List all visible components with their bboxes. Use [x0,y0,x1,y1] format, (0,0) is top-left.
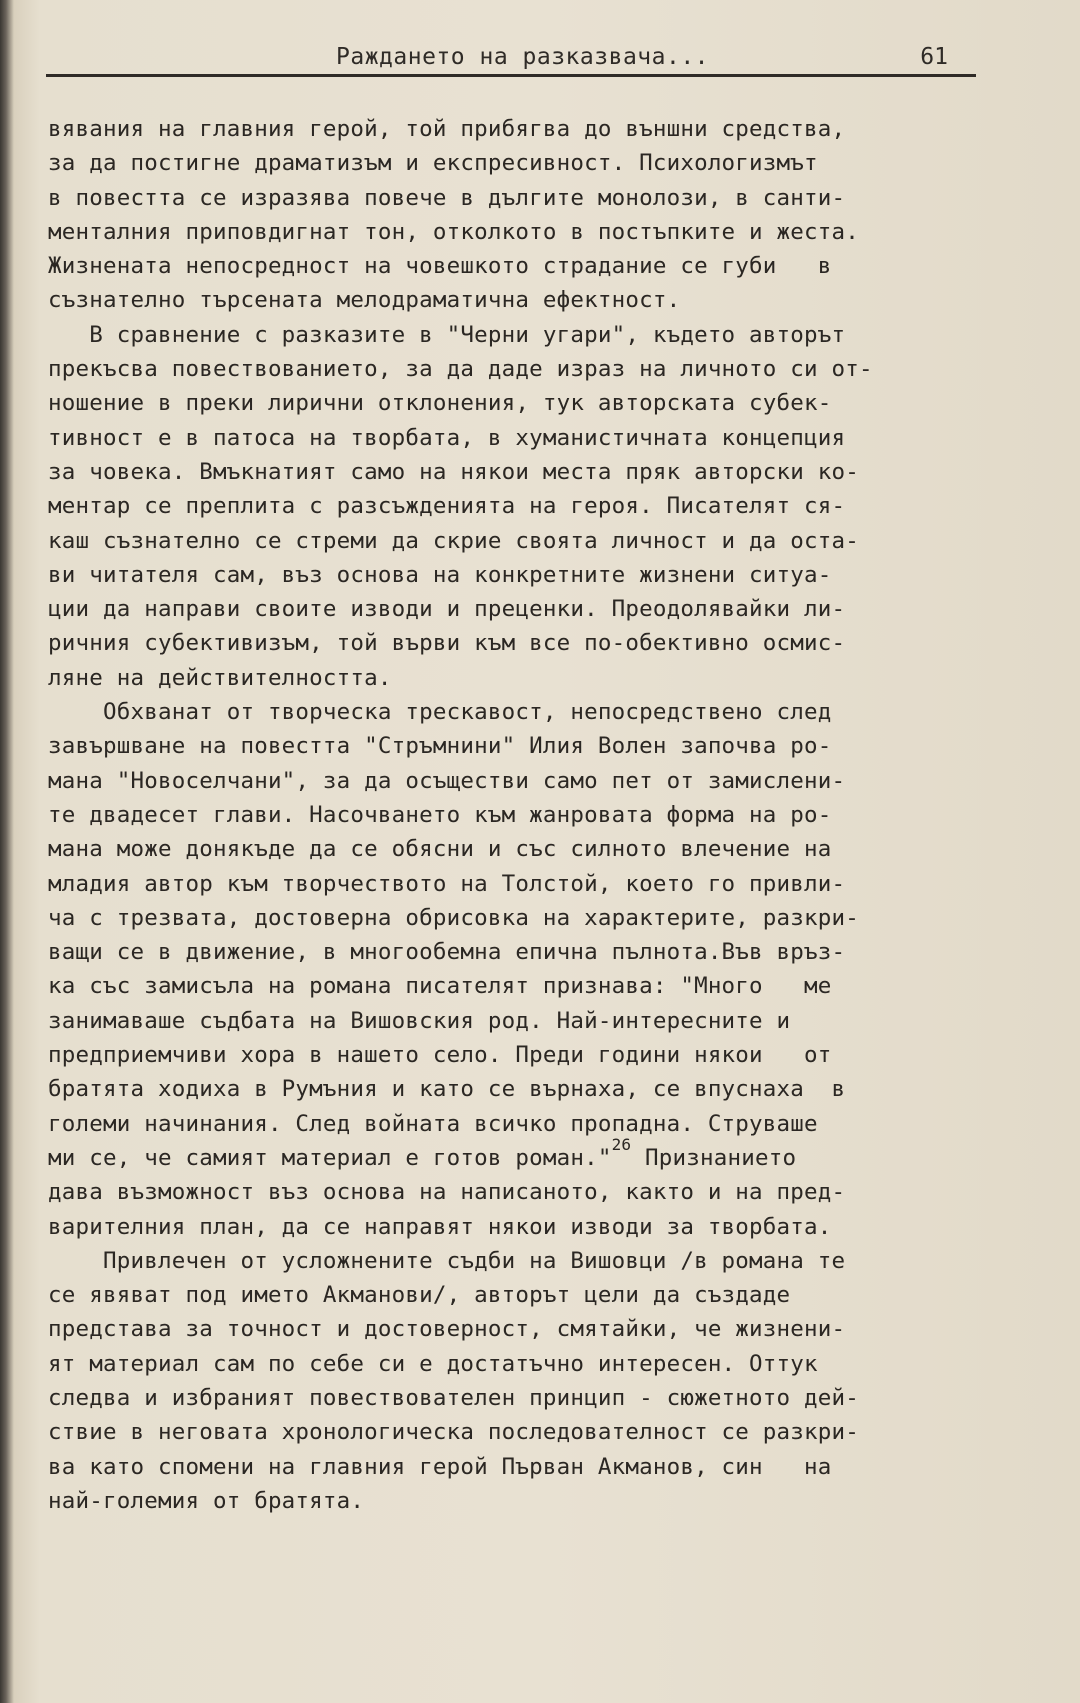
text-line-start: ми се, че самият материал е готов роман." [48,1144,612,1171]
text-line: те двадесет глави. Насочването към жанровата форма на ро- [48,801,832,828]
text-line: ции да направи своите изводи и преценки. Преодолявайки ли- [48,596,846,623]
text-line: ствие в неговата хронологическа последователност се разкри- [48,1419,860,1446]
text-line: дава възможност въз основа на написаното, както и на пред- [48,1179,846,1206]
text-line: Привлечен от усложнените съдби на Вишовци /в романа те [48,1247,846,1274]
running-title: Раждането на разказвача... [336,44,710,70]
text-line: ка със замисъла на романа писателят признава: "Много ме [48,973,832,1000]
text-line: варителния план, да се направят някои изводи за творбата. [48,1213,832,1240]
text-line: менталния приповдигнат тон, отколкото в постъпките и жеста. [48,218,860,245]
text-line: ви читателя сам, въз основа на конкретните жизнени ситуа- [48,561,832,588]
text-line: се явяват под името Акманови/, авторът цели да създаде [48,1282,791,1309]
text-line: каш съзнателно се стреми да скрие своята личност и да оста- [48,527,860,554]
text-line: Жизнената непосредност на човешкото страдание се губи в [48,253,832,280]
header-rule [46,74,976,77]
page-header [46,44,976,78]
text-line: за да постигне драматизъм и експресивност. Психологизмът [48,150,818,177]
text-line: ляне на действителността. [48,664,392,691]
text-line: занимаваше съдбата на Вишовския род. Най-интересните и [48,1007,791,1034]
text-line: предприемчиви хора в нашето село. Преди години някои от [48,1042,832,1069]
text-line: младия автор към творчеството на Толстой, което го привли- [48,870,846,897]
text-line: ва като спомени на главния герой Първан Акманов, син на [48,1453,832,1480]
text-line: за човека. Вмъкнатият само на някои места пряк авторски ко- [48,458,860,485]
text-line: вявания на главния герой, той прибягва до външни средства, [48,116,846,142]
text-line: завършване на повестта "Стръмнини" Илия Волен започва ро- [48,733,832,760]
text-line: ят материал сам по себе си е достатъчно интересен. Оттук [48,1350,818,1377]
text-line: ментар се преплита с разсъжденията на героя. Писателят ся- [48,493,846,520]
text-line: най-големия от братята. [48,1487,365,1514]
text-line: представа за точност и достоверност, смятайки, че жизнени- [48,1316,846,1343]
text-line: следва и избраният повествователен принцип - сюжетното дей- [48,1384,860,1411]
text-line: прекъсва повествованието, за да даде израз на личното си от- [48,356,873,383]
text-line: мана "Новоселчани", за да осъществи само пет от замислени- [48,767,846,794]
text-line: ношение в преки лирични отклонения, тук авторската субек- [48,390,832,417]
text-line: големи начинания. След войната всичко пропадна. Струваше [48,1110,818,1137]
text-line: ричния субективизъм, той върви към все по-обективно осмис- [48,630,846,657]
text-line: братята ходиха в Румъния и като се върнаха, се впуснаха в [48,1076,846,1103]
page-number: 61 [920,44,948,70]
text-line: съзнателно търсената мелодраматична ефектност. [48,287,681,314]
body-text [48,112,988,1518]
text-line: ващи се в движение, в многообемна епична пълнота.Във връз- [48,939,846,966]
text-line: в повестта се изразява повече в дългите монолози, в санти- [48,184,846,211]
text-line: В сравнение с разказите в "Черни угари", където авторът [48,321,846,348]
footnote-mark: 26 [611,1135,632,1155]
text-line-with-footnote [48,1135,988,1175]
text-line: тивност е в патоса на творбата, в хуманистичната концепция [48,424,846,451]
text-line-end: Признанието [631,1144,797,1171]
text-line: ча с трезвата, достоверна обрисовка на характерите, разкри- [48,904,860,931]
text-line: мана може донякъде да се обясни и със силното влечение на [48,836,832,863]
text-line: Обхванат от творческа трескавост, непосредствено след [48,699,832,726]
